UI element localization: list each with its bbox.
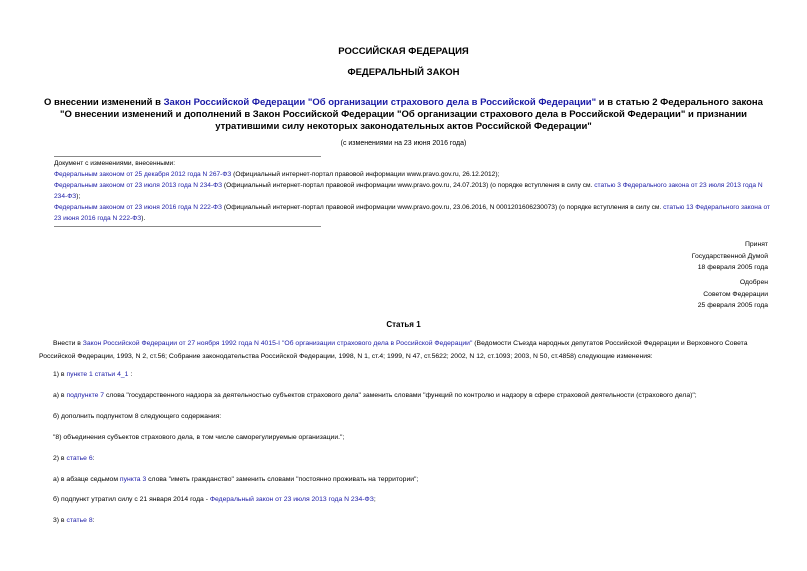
change-link[interactable]: Федеральным законом от 25 декабря 2012 года N 267-ФЗ [54, 171, 232, 178]
approved-line: Советом Федерации [703, 290, 768, 298]
change-text: (Официальный интернет-портал правовой информации www.pravo.gov.ru, 23.06.2016, N 0001201606230073) (о порядке вступления в силу см. [222, 204, 664, 211]
p7-text: а) в абзаце седьмом [53, 476, 120, 483]
body-paragraph [39, 411, 769, 424]
p9-text-end: : [92, 517, 95, 524]
approved-date: 25 февраля 2005 года [697, 302, 768, 309]
change-text: (Официальный интернет-портал правовой информации www.pravo.gov.ru, 26.12.2012); [231, 171, 500, 178]
p2-link[interactable]: пункте 1 статьи 4_1 [66, 371, 129, 378]
change-text-end: ). [141, 215, 146, 222]
change-item [54, 202, 772, 224]
change-link[interactable]: Федеральным законом от 23 июля 2013 года N 234-ФЗ [54, 182, 223, 189]
changes-intro: Документ с изменениями, внесенными: [54, 160, 176, 167]
p8-link[interactable]: Федеральный закон от 23 июля 2013 года N 234-ФЗ [209, 496, 374, 503]
change-ref-link[interactable]: статью 13 Федерального закона от 23 июня 2016 года N 222-ФЗ [54, 204, 770, 222]
change-item [54, 169, 772, 180]
p2-text: 1) в [53, 371, 67, 378]
body-paragraph [39, 515, 769, 528]
changes-divider-bottom [54, 226, 321, 227]
adopted-block [568, 239, 768, 274]
p5-text: "8) объединения субъектов страхового дела, в том числе саморегулируемые организации."; [53, 434, 345, 441]
title-text-1: О внесении изменений в [44, 97, 164, 108]
p1-law-link[interactable]: Закон Российской Федерации от 27 ноября 1992 года N 4015-I "Об организации страхового дела в Российской Федерации" [82, 340, 473, 347]
p1-text-end: (Ведомости Съезда народных депутатов Российской Федерации и Верховного Совета Российской Федерации, 1993, N 2, ст.56; Собрание законодательства Российской Федерации, 1998, N 1, ст.4; 1999, N 47, ст.5622; 2002, N 12, ст.1093; 2003, N 50, ст.4858) следующие изменения: [39, 340, 748, 360]
p6-text-end: : [92, 455, 95, 462]
change-item [54, 180, 772, 202]
p8-text: б) подпункт утратил силу с 21 января 2014 года - [53, 496, 210, 503]
doc-type-heading: ФЕДЕРАЛЬНЫЙ ЗАКОН [347, 67, 460, 78]
p8-text-end: ; [373, 496, 376, 503]
p7-link[interactable]: пункта 3 [119, 476, 147, 483]
p6-link[interactable]: статье 6 [66, 455, 93, 462]
p1-text: Внести в [53, 340, 83, 347]
change-text-end: ); [76, 193, 81, 200]
country-heading: РОССИЙСКАЯ ФЕДЕРАЦИЯ [338, 46, 469, 57]
body-paragraph [39, 453, 769, 466]
article-heading: Статья 1 [386, 320, 421, 329]
changes-block [54, 158, 772, 224]
change-link[interactable]: Федеральным законом от 23 июня 2016 года N 222-ФЗ [54, 204, 223, 211]
change-text: (Официальный интернет-портал правовой информации www.pravo.gov.ru, 24.07.2013) (о порядке вступления в силу см. [222, 182, 595, 189]
title-law-link[interactable]: Закон Российской Федерации "Об организации страхового дела в Российской Федерации" [163, 97, 597, 108]
p3-link[interactable]: подпункте 7 [66, 392, 105, 399]
change-ref-link[interactable]: статью 3 Федерального закона от 23 июля 2013 года N 234-ФЗ [54, 182, 763, 200]
body-paragraph [39, 432, 769, 445]
p4-text: б) дополнить подпунктом 8 следующего содержания: [53, 413, 222, 420]
p6-text: 2) в [53, 455, 67, 462]
changes-divider-top [54, 156, 321, 157]
document-title [40, 97, 767, 133]
body-paragraph [39, 474, 769, 487]
body-paragraph [39, 338, 769, 363]
adopted-date: 18 февраля 2005 года [697, 264, 768, 271]
approved-block [568, 277, 768, 312]
p9-text: 3) в [53, 517, 67, 524]
edition-note: (с изменениями на 23 июня 2016 года) [340, 140, 467, 147]
body-paragraph [39, 390, 769, 403]
body-paragraph [39, 369, 769, 382]
p3-text-end: слова "государственного надзора за деятельностью субъектов страхового дела" заменить словами "функций по контролю и надзору в сфере страховой деятельности (страхового дела)"; [104, 392, 697, 399]
p9-link[interactable]: статье 8 [66, 517, 93, 524]
title-text-2: и в статью 2 Федерального закона "О внесении изменений и дополнений в Закон Российской Федерации "Об организации страхового дела в Российской Федерации" и признании утратившими силу некоторых законодательных актов Российской Федерации" [59, 97, 763, 132]
adopted-line: Принят [744, 241, 768, 248]
p2-text-end: : [128, 371, 133, 378]
adopted-line: Государственной Думой [691, 252, 768, 260]
p3-text: а) в [53, 392, 67, 399]
p7-text-end: слова "иметь гражданство" заменить словами "постоянно проживать на территории"; [146, 476, 419, 483]
body-paragraph [39, 494, 769, 507]
approved-line: Одобрен [739, 279, 768, 286]
